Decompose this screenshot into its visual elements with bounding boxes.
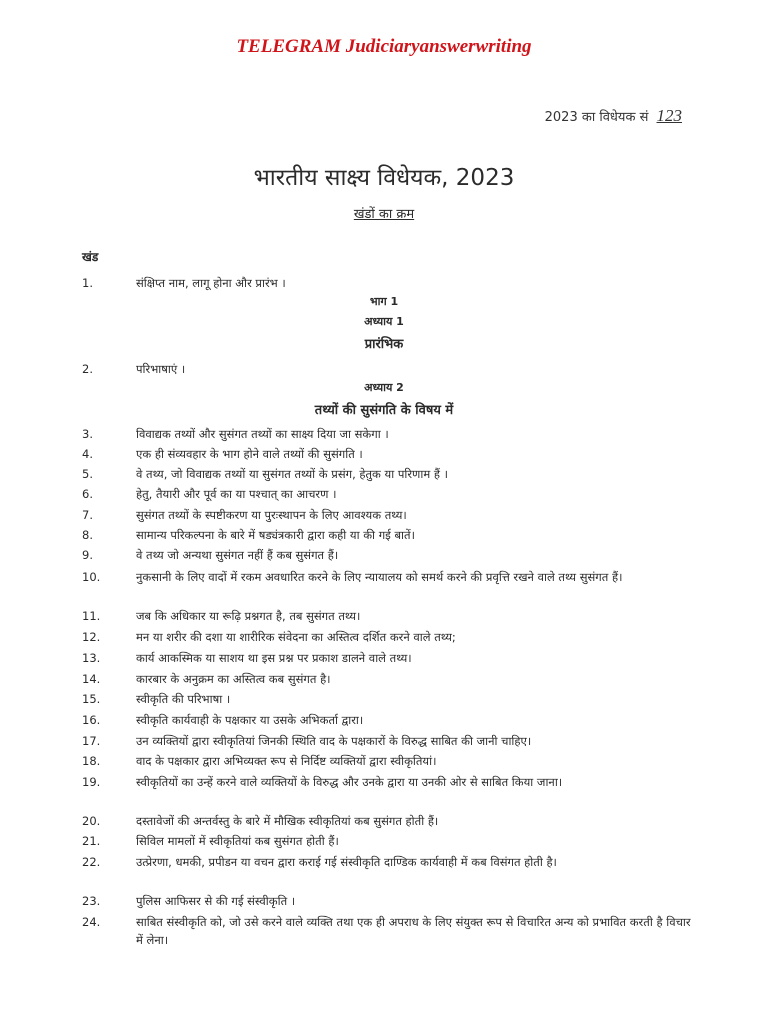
chapter1-label: अध्याय 1 [364, 315, 404, 328]
section-number: 14. [82, 672, 101, 686]
bill-number-value: 123 [656, 106, 682, 125]
section-text: वे तथ्य जो अन्यथा सुसंगत नहीं हैं कब सुसंगत हैं। [136, 548, 339, 562]
section-number: 13. [82, 651, 101, 665]
section-number: 21. [82, 834, 101, 848]
section-text: स्वीकृति की परिभाषा । [136, 692, 231, 706]
section-text: मन या शरीर की दशा या शारीरिक संवेदना का अस्तित्व दर्शित करने वाले तथ्य; [136, 630, 456, 644]
section-text: हेतु, तैयारी और पूर्व का या पश्चात् का आचरण । [136, 487, 337, 501]
section-number: 20. [82, 814, 101, 828]
part-label: भाग 1 [369, 295, 399, 308]
section-number: 16. [82, 713, 101, 727]
document-title: भारतीय साक्ष्य विधेयक, 2023 [253, 165, 515, 191]
section-text: परिभाषाएं । [136, 362, 186, 376]
section-number: 17. [82, 734, 101, 748]
section-text: कारबार के अनुक्रम का अस्तित्व कब सुसंगत है। [136, 672, 331, 686]
section-number: 5. [82, 467, 93, 481]
section-text: वाद के पक्षकार द्वारा अभिव्यक्त रूप से निर्दिष्ट व्यक्तियों द्वारा स्वीकृतियां। [136, 754, 437, 768]
section-number: 7. [82, 508, 93, 522]
section-text: स्वीकृति कार्यवाही के पक्षकार या उसके अभिकर्ता द्वारा। [136, 713, 364, 727]
section-number: 23. [82, 894, 101, 908]
section-text: वे तथ्य, जो विवाद्यक तथ्यों या सुसंगत तथ्यों के प्रसंग, हेतुक या परिणाम हैं । [136, 467, 449, 481]
section-number: 18. [82, 754, 101, 768]
section-number: 15. [82, 692, 101, 706]
section-text: सामान्य परिकल्पना के बारे में षड्यंत्रकारी द्वारा कही या की गई बातें। [136, 528, 415, 542]
chapter2-label: अध्याय 2 [364, 381, 404, 394]
section-text: एक ही संव्यवहार के भाग होने वाले तथ्यों की सुसंगति । [136, 447, 363, 461]
section-text: जब कि अधिकार या रूढ़ि प्रश्नगत है, तब सुसंगत तथ्य। [136, 609, 361, 623]
telegram-banner: TELEGRAM Judiciaryanswerwriting [236, 36, 532, 57]
section-text: पुलिस आफिसर से की गई संस्वीकृति । [136, 894, 296, 908]
section-text: उत्प्रेरणा, धमकी, प्रपीडन या वचन द्वारा कराई गई संस्वीकृति दाण्डिक कार्यवाही में कब विसंगत होती है। [136, 855, 557, 869]
section-text: सिविल मामलों में स्वीकृतियां कब सुसंगत होती हैं। [136, 834, 339, 848]
section-number: 19. [82, 775, 101, 789]
section-number: 9. [82, 548, 93, 562]
section-number: 11. [82, 609, 101, 623]
section-number: 12. [82, 630, 101, 644]
section-text: सुसंगत तथ्यों के स्पष्टीकरण या पुरःस्थापन के लिए आवश्यक तथ्य। [136, 508, 407, 522]
section-text: साबित संस्वीकृति को, जो उसे करने वाले व्यक्ति तथा एक ही अपराध के लिए संयुक्त रूप से विचारित अन्य को प्रभावित करती है विचार में लेना। [136, 915, 691, 947]
section-number: 3. [82, 427, 93, 441]
bill-number [545, 106, 682, 126]
section-number: 1. [82, 276, 93, 290]
chapter2-heading: तथ्यों की सुसंगति के विषय में [314, 403, 454, 418]
section-number: 6. [82, 487, 93, 501]
khand-label: खंड [82, 250, 99, 264]
section-text: उन व्यक्तियों द्वारा स्वीकृतियां जिनकी स्थिति वाद के पक्षकारों के विरुद्ध साबित की जानी चाहिए। [136, 734, 532, 748]
section-text: विवाद्यक तथ्यों और सुसंगत तथ्यों का साक्ष्य दिया जा सकेगा । [136, 427, 389, 441]
bill-number-label: 2023 का विधेयक सं [544, 110, 649, 125]
section-text: कार्य आकस्मिक या साशय था इस प्रश्न पर प्रकाश डालने वाले तथ्य। [136, 651, 412, 665]
document-subtitle: खंडों का क्रम [353, 207, 415, 222]
section-text: नुकसानी के लिए वादों में रकम अवधारित करने के लिए न्यायालय को समर्थ करने की प्रवृत्ति रखने वाले तथ्य सुसंगत हैं। [136, 570, 623, 584]
section-number: 22. [82, 855, 101, 869]
section-number: 24. [82, 915, 101, 929]
section-text: संक्षिप्त नाम, लागू होना और प्रारंभ । [136, 276, 286, 290]
section-text: दस्तावेजों की अन्तर्वस्तु के बारे में मौखिक स्वीकृतियां कब सुसंगत होती हैं। [136, 814, 439, 828]
section-text: स्वीकृतियों का उन्हें करने वाले व्यक्तियों के विरुद्ध और उनके द्वारा या उनकी ओर से साबित किया जाना। [136, 775, 563, 789]
section-number: 4. [82, 447, 93, 461]
chapter1-heading: प्रारंभिक [364, 337, 404, 352]
section-number: 2. [82, 362, 93, 376]
section-number: 8. [82, 528, 93, 542]
section-number: 10. [82, 570, 101, 584]
